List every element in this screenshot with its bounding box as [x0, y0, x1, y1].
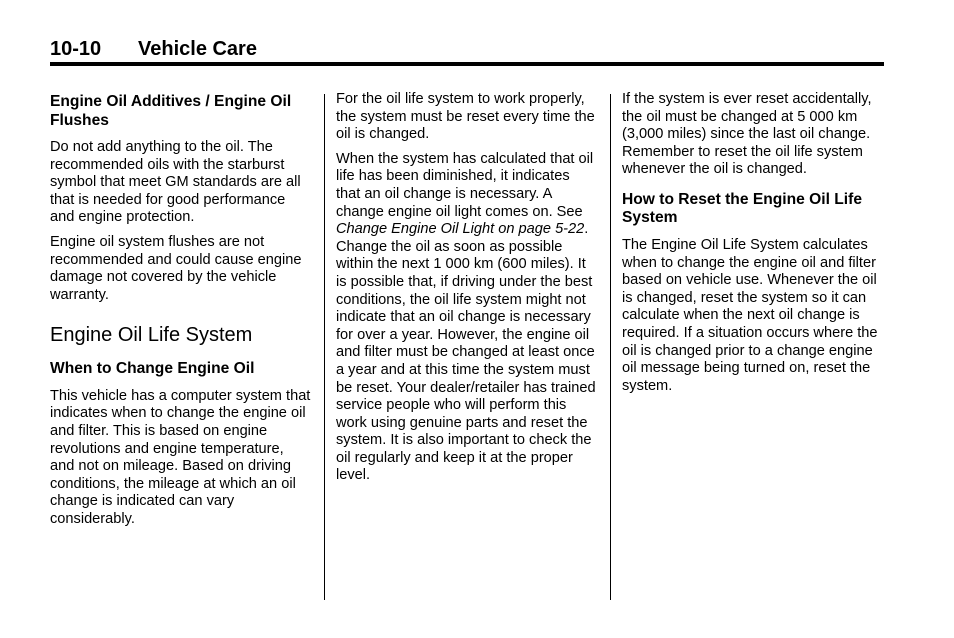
cross-reference-link[interactable]: Change Engine Oil Light on page 5-22	[336, 221, 585, 238]
paragraph-additives-2: Engine oil system flushes are not recommended and could cause engine damage not covered by the vehicle warranty.	[50, 233, 302, 303]
paragraph-when-to-change: This vehicle has a computer system that indicates when to change the engine oil and filter. This is based on engine revolutions and engine temperature, and not on mileage. Based on driving conditions, the mileage at which an oil change is indicated can vary considerably.	[50, 387, 311, 527]
paragraph-change-oil-light	[336, 151, 598, 485]
header-rule	[50, 62, 884, 66]
heading-how-to-reset: How to Reset the Engine Oil Life System	[622, 190, 862, 227]
section-title: Vehicle Care	[138, 38, 257, 60]
column-2	[336, 91, 598, 492]
paragraph-reset-requirement: For the oil life system to work properly, the system must be reset every time the oil is changed.	[336, 91, 595, 143]
column-divider-1	[324, 94, 325, 600]
column-divider-2	[610, 94, 611, 600]
paragraph-text-b: . Change the oil as soon as possible within the next 1 000 km (600 miles). It is possible that, if driving under the best conditions, the oil life system might not indicate that an oil change is necessary for over a year. However, the engine oil and filter must be changed at least once a year and at this time the system must be reset. Your dealer/retailer has trained service people who will perform this work using genuine parts and reset the system. It is also important to check the oil regularly and keep it at the proper level.	[336, 221, 596, 484]
paragraph-how-to-reset: The Engine Oil Life System calculates when to change the engine oil and filter based on vehicle use. Whenever the oil is changed, reset the system so it can calculate when the next oil change is required. If a situation occurs where the oil is changed prior to a change engine oil message being turned on, reset the system.	[622, 236, 878, 394]
paragraph-accidental-reset: If the system is ever reset accidentally, the oil must be changed at 5 000 km (3,000 miles) since the last oil change. Remember to reset the oil life system whenever the oil is changed.	[622, 91, 872, 178]
column-3	[622, 91, 884, 402]
heading-oil-life-system: Engine Oil Life System	[50, 324, 253, 347]
column-1	[50, 91, 312, 536]
paragraph-text-a: When the system has calculated that oil life has been diminished, it indicates that an oil change is necessary. A change engine oil light comes on. See	[336, 150, 594, 220]
heading-oil-additives: Engine Oil Additives / Engine Oil Flushes	[50, 93, 292, 129]
paragraph-additives-1: Do not add anything to the oil. The recommended oils with the starburst symbol that meet GM standards are all that is needed for good performance and engine protection.	[50, 139, 301, 226]
page-number: 10-10	[50, 38, 102, 60]
heading-when-to-change: When to Change Engine Oil	[50, 360, 255, 378]
